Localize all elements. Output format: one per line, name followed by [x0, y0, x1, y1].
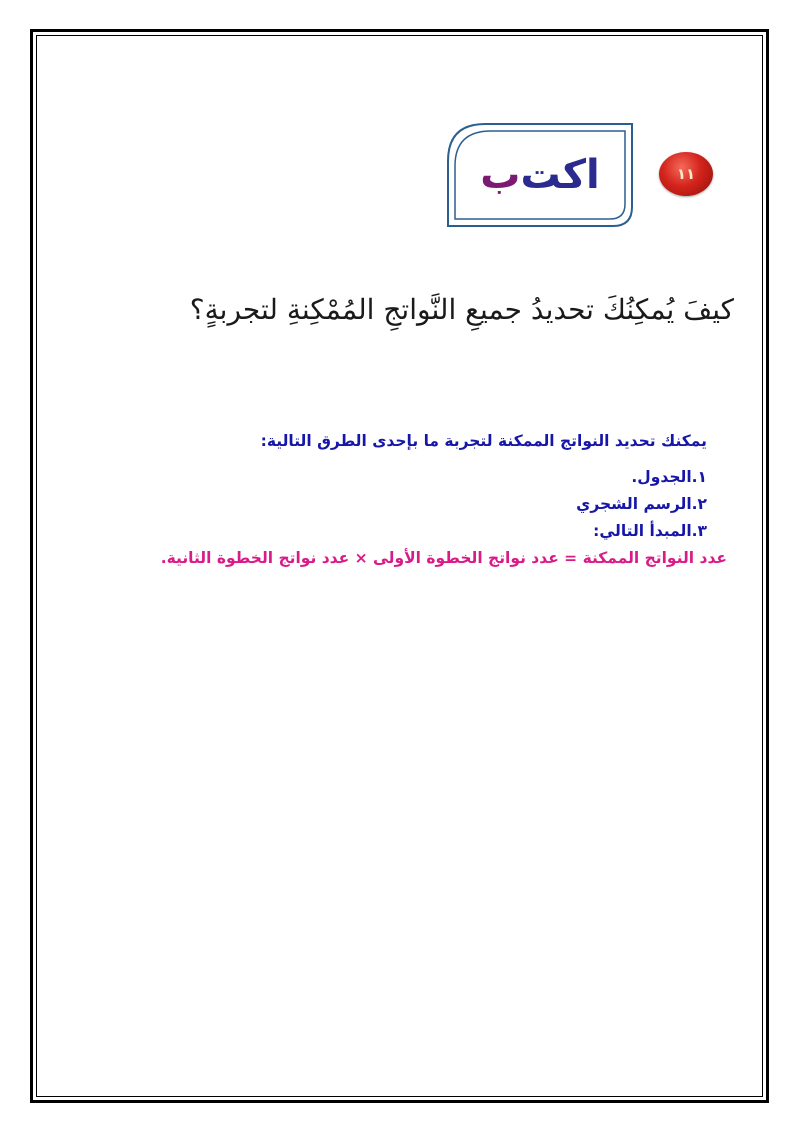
answer-intro: يمكنك تحديد النواتج الممكنة لتجربة ما بإحدى الطرق التالية:: [260, 432, 707, 450]
write-heading-start: اكت: [520, 152, 600, 198]
question-text: كيفَ يُمكِنُكَ تحديدُ جميعِ النَّواتجِ المُمْكِنةِ لتجربةٍ؟: [189, 293, 734, 326]
question-number-badge: [659, 152, 713, 196]
answer-item-principle: ٣.المبدأ التالي:: [593, 522, 707, 540]
write-heading-end: ب: [480, 152, 521, 198]
write-heading: [445, 121, 635, 229]
answer-item-tree: ٢.الرسم الشجري: [576, 495, 707, 513]
badge-number: ١١: [676, 165, 696, 183]
answer-formula: عدد النواتج الممكنة = عدد نواتج الخطوة الأولى × عدد نواتج الخطوة الثانية.: [160, 549, 727, 567]
write-heading-box: [445, 121, 635, 229]
answer-item-table: ١.الجدول.: [631, 468, 707, 486]
answer-block: [67, 432, 727, 567]
